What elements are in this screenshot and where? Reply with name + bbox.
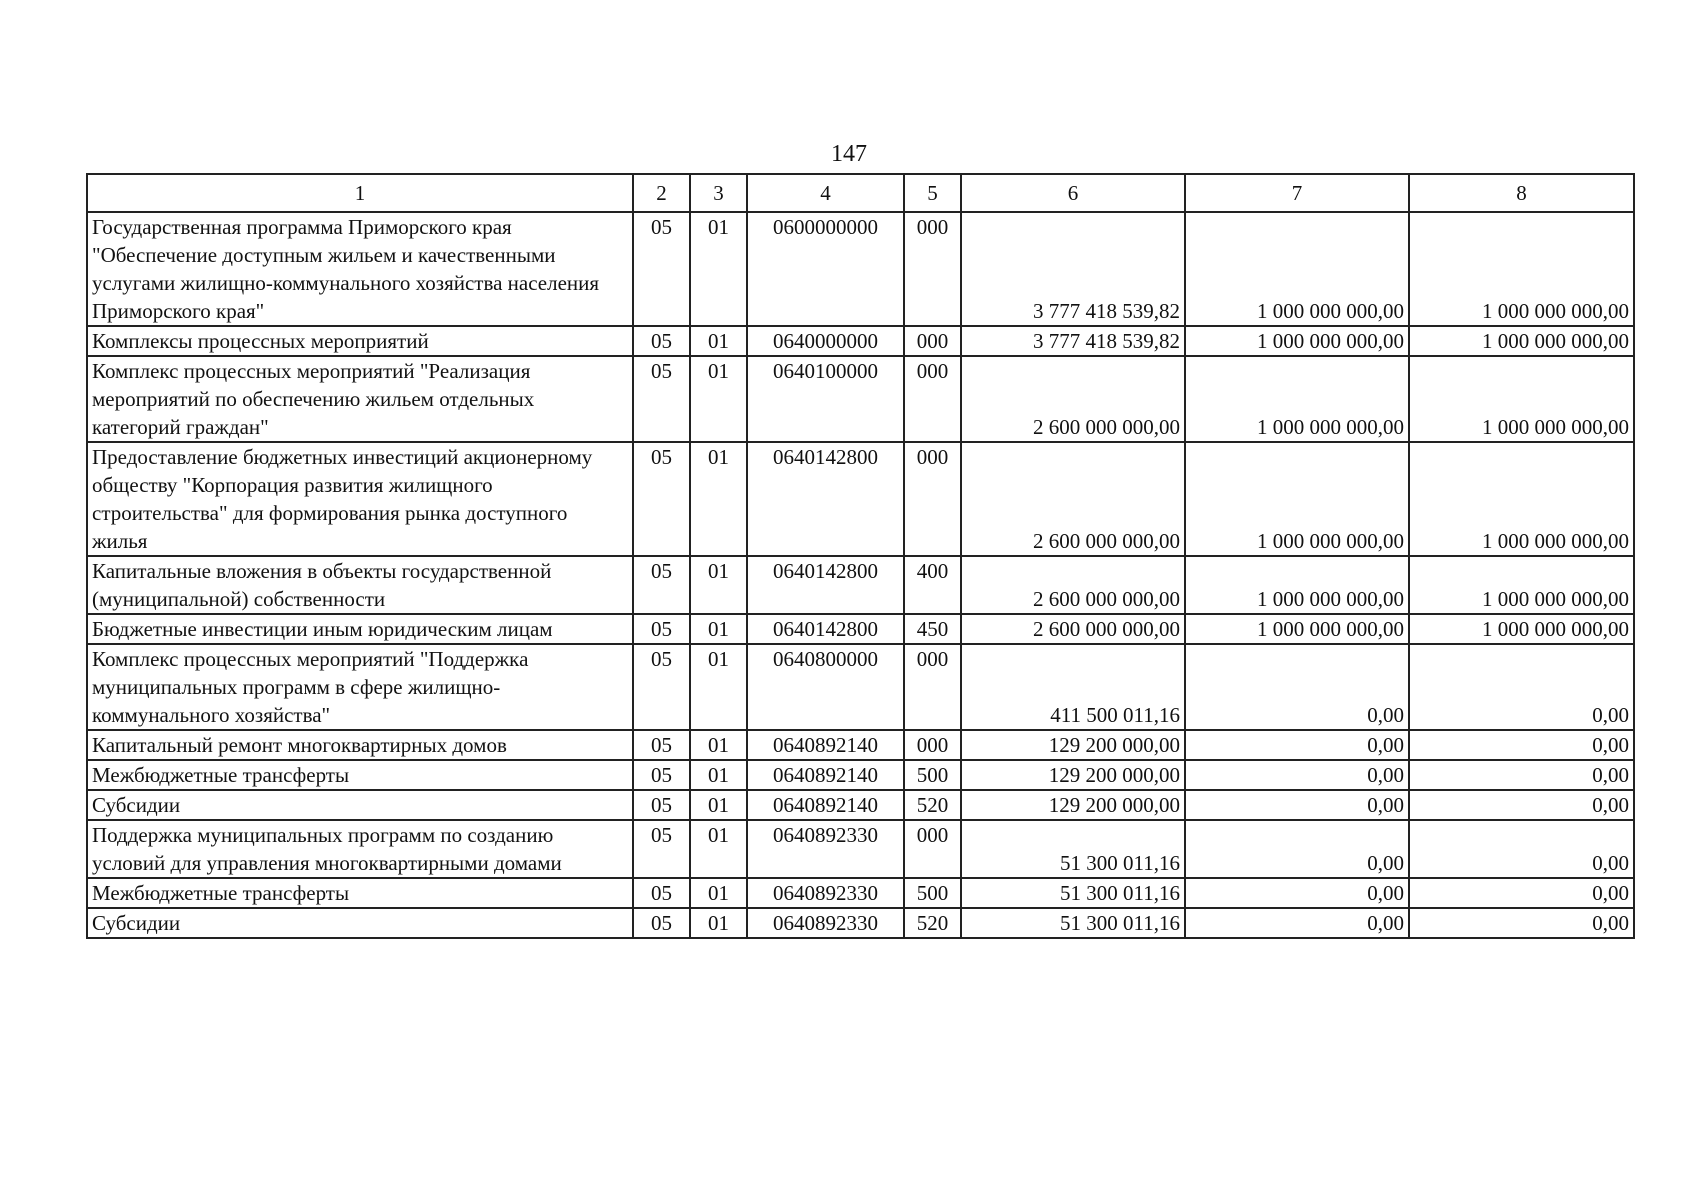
table-row bbox=[87, 878, 1634, 908]
row-target-code: 0640892140 bbox=[747, 790, 904, 820]
row-section: 05 bbox=[633, 730, 690, 760]
row-amount-8: 1 000 000 000,00 bbox=[1409, 614, 1634, 644]
row-section: 05 bbox=[633, 614, 690, 644]
row-section: 05 bbox=[633, 556, 690, 614]
row-target-code: 0640000000 bbox=[747, 326, 904, 356]
header-row bbox=[87, 174, 1634, 212]
row-amount-7: 1 000 000 000,00 bbox=[1185, 614, 1409, 644]
row-expense-type: 000 bbox=[904, 644, 961, 730]
row-amount-6: 51 300 011,16 bbox=[961, 908, 1185, 938]
header-col-6: 6 bbox=[961, 174, 1185, 212]
table-row bbox=[87, 326, 1634, 356]
row-name: Субсидии bbox=[87, 790, 633, 820]
header-col-4: 4 bbox=[747, 174, 904, 212]
row-amount-8: 1 000 000 000,00 bbox=[1409, 326, 1634, 356]
row-subsection: 01 bbox=[690, 878, 747, 908]
row-name: Комплексы процессных мероприятий bbox=[87, 326, 633, 356]
row-expense-type: 520 bbox=[904, 908, 961, 938]
row-target-code: 0640800000 bbox=[747, 644, 904, 730]
row-amount-8: 1 000 000 000,00 bbox=[1409, 356, 1634, 442]
row-amount-6: 2 600 000 000,00 bbox=[961, 356, 1185, 442]
row-target-code: 0640142800 bbox=[747, 614, 904, 644]
row-subsection: 01 bbox=[690, 212, 747, 326]
table-row bbox=[87, 760, 1634, 790]
row-amount-8: 0,00 bbox=[1409, 644, 1634, 730]
row-amount-7: 1 000 000 000,00 bbox=[1185, 326, 1409, 356]
table-row bbox=[87, 908, 1634, 938]
row-subsection: 01 bbox=[690, 614, 747, 644]
row-amount-6: 51 300 011,16 bbox=[961, 878, 1185, 908]
row-section: 05 bbox=[633, 908, 690, 938]
row-expense-type: 500 bbox=[904, 760, 961, 790]
table-row bbox=[87, 212, 1634, 326]
row-section: 05 bbox=[633, 820, 690, 878]
row-expense-type: 000 bbox=[904, 356, 961, 442]
row-amount-6: 2 600 000 000,00 bbox=[961, 442, 1185, 556]
row-expense-type: 450 bbox=[904, 614, 961, 644]
row-target-code: 0640142800 bbox=[747, 442, 904, 556]
row-amount-7: 0,00 bbox=[1185, 878, 1409, 908]
row-subsection: 01 bbox=[690, 644, 747, 730]
row-subsection: 01 bbox=[690, 356, 747, 442]
row-name: Межбюджетные трансферты bbox=[87, 878, 633, 908]
table-row bbox=[87, 644, 1634, 730]
row-subsection: 01 bbox=[690, 326, 747, 356]
row-amount-8: 1 000 000 000,00 bbox=[1409, 442, 1634, 556]
row-name: Межбюджетные трансферты bbox=[87, 760, 633, 790]
row-amount-7: 1 000 000 000,00 bbox=[1185, 356, 1409, 442]
row-amount-6: 411 500 011,16 bbox=[961, 644, 1185, 730]
row-expense-type: 000 bbox=[904, 730, 961, 760]
row-target-code: 0640100000 bbox=[747, 356, 904, 442]
row-amount-6: 129 200 000,00 bbox=[961, 760, 1185, 790]
row-amount-8: 0,00 bbox=[1409, 790, 1634, 820]
row-name: Поддержка муниципальных программ по созданию условий для управления многоквартирными домами bbox=[87, 820, 633, 878]
row-target-code: 0640892330 bbox=[747, 908, 904, 938]
row-subsection: 01 bbox=[690, 908, 747, 938]
row-name: Предоставление бюджетных инвестиций акционерному обществу "Корпорация развития жилищного строительства" для формирования рынка доступного жилья bbox=[87, 442, 633, 556]
row-target-code: 0640892330 bbox=[747, 878, 904, 908]
table-header bbox=[87, 174, 1634, 212]
header-col-2: 2 bbox=[633, 174, 690, 212]
row-name: Субсидии bbox=[87, 908, 633, 938]
table-row bbox=[87, 442, 1634, 556]
row-expense-type: 400 bbox=[904, 556, 961, 614]
header-col-8: 8 bbox=[1409, 174, 1634, 212]
row-amount-7: 1 000 000 000,00 bbox=[1185, 556, 1409, 614]
table-row bbox=[87, 820, 1634, 878]
row-amount-8: 0,00 bbox=[1409, 760, 1634, 790]
row-section: 05 bbox=[633, 212, 690, 326]
table-row bbox=[87, 356, 1634, 442]
row-amount-7: 0,00 bbox=[1185, 730, 1409, 760]
row-name: Государственная программа Приморского края "Обеспечение доступным жильем и качественными услугами жилищно-коммунального хозяйства населения Приморского края" bbox=[87, 212, 633, 326]
row-amount-7: 0,00 bbox=[1185, 644, 1409, 730]
row-section: 05 bbox=[633, 790, 690, 820]
row-section: 05 bbox=[633, 442, 690, 556]
row-amount-8: 0,00 bbox=[1409, 878, 1634, 908]
row-amount-6: 129 200 000,00 bbox=[961, 730, 1185, 760]
row-name: Комплекс процессных мероприятий "Поддержка муниципальных программ в сфере жилищно-коммунального хозяйства" bbox=[87, 644, 633, 730]
row-amount-7: 1 000 000 000,00 bbox=[1185, 212, 1409, 326]
row-subsection: 01 bbox=[690, 730, 747, 760]
row-amount-6: 129 200 000,00 bbox=[961, 790, 1185, 820]
row-amount-7: 0,00 bbox=[1185, 760, 1409, 790]
row-target-code: 0640892140 bbox=[747, 760, 904, 790]
table-row bbox=[87, 790, 1634, 820]
row-target-code: 0640892140 bbox=[747, 730, 904, 760]
row-expense-type: 000 bbox=[904, 326, 961, 356]
row-subsection: 01 bbox=[690, 760, 747, 790]
row-name: Капитальный ремонт многоквартирных домов bbox=[87, 730, 633, 760]
row-section: 05 bbox=[633, 760, 690, 790]
row-subsection: 01 bbox=[690, 790, 747, 820]
row-amount-6: 51 300 011,16 bbox=[961, 820, 1185, 878]
header-col-3: 3 bbox=[690, 174, 747, 212]
page-number: 147 bbox=[831, 141, 867, 167]
row-section: 05 bbox=[633, 644, 690, 730]
row-subsection: 01 bbox=[690, 442, 747, 556]
row-amount-6: 3 777 418 539,82 bbox=[961, 212, 1185, 326]
row-target-code: 0600000000 bbox=[747, 212, 904, 326]
row-amount-6: 2 600 000 000,00 bbox=[961, 614, 1185, 644]
table-body bbox=[87, 212, 1634, 938]
budget-table bbox=[86, 173, 1635, 939]
row-section: 05 bbox=[633, 326, 690, 356]
table-row bbox=[87, 556, 1634, 614]
row-expense-type: 000 bbox=[904, 442, 961, 556]
row-amount-7: 0,00 bbox=[1185, 820, 1409, 878]
row-amount-8: 0,00 bbox=[1409, 730, 1634, 760]
table-row bbox=[87, 614, 1634, 644]
row-section: 05 bbox=[633, 878, 690, 908]
row-amount-7: 1 000 000 000,00 bbox=[1185, 442, 1409, 556]
row-target-code: 0640892330 bbox=[747, 820, 904, 878]
row-amount-7: 0,00 bbox=[1185, 908, 1409, 938]
row-subsection: 01 bbox=[690, 820, 747, 878]
row-name: Капитальные вложения в объекты государственной (муниципальной) собственности bbox=[87, 556, 633, 614]
row-amount-7: 0,00 bbox=[1185, 790, 1409, 820]
row-expense-type: 520 bbox=[904, 790, 961, 820]
row-expense-type: 500 bbox=[904, 878, 961, 908]
row-target-code: 0640142800 bbox=[747, 556, 904, 614]
row-name: Комплекс процессных мероприятий "Реализация мероприятий по обеспечению жильем отдельных категорий граждан" bbox=[87, 356, 633, 442]
table-row bbox=[87, 730, 1634, 760]
row-expense-type: 000 bbox=[904, 212, 961, 326]
row-section: 05 bbox=[633, 356, 690, 442]
header-col-7: 7 bbox=[1185, 174, 1409, 212]
row-amount-8: 1 000 000 000,00 bbox=[1409, 212, 1634, 326]
row-expense-type: 000 bbox=[904, 820, 961, 878]
row-amount-8: 0,00 bbox=[1409, 908, 1634, 938]
row-amount-8: 1 000 000 000,00 bbox=[1409, 556, 1634, 614]
header-col-1: 1 bbox=[87, 174, 633, 212]
row-amount-6: 2 600 000 000,00 bbox=[961, 556, 1185, 614]
header-col-5: 5 bbox=[904, 174, 961, 212]
row-amount-8: 0,00 bbox=[1409, 820, 1634, 878]
row-name: Бюджетные инвестиции иным юридическим лицам bbox=[87, 614, 633, 644]
row-amount-6: 3 777 418 539,82 bbox=[961, 326, 1185, 356]
row-subsection: 01 bbox=[690, 556, 747, 614]
